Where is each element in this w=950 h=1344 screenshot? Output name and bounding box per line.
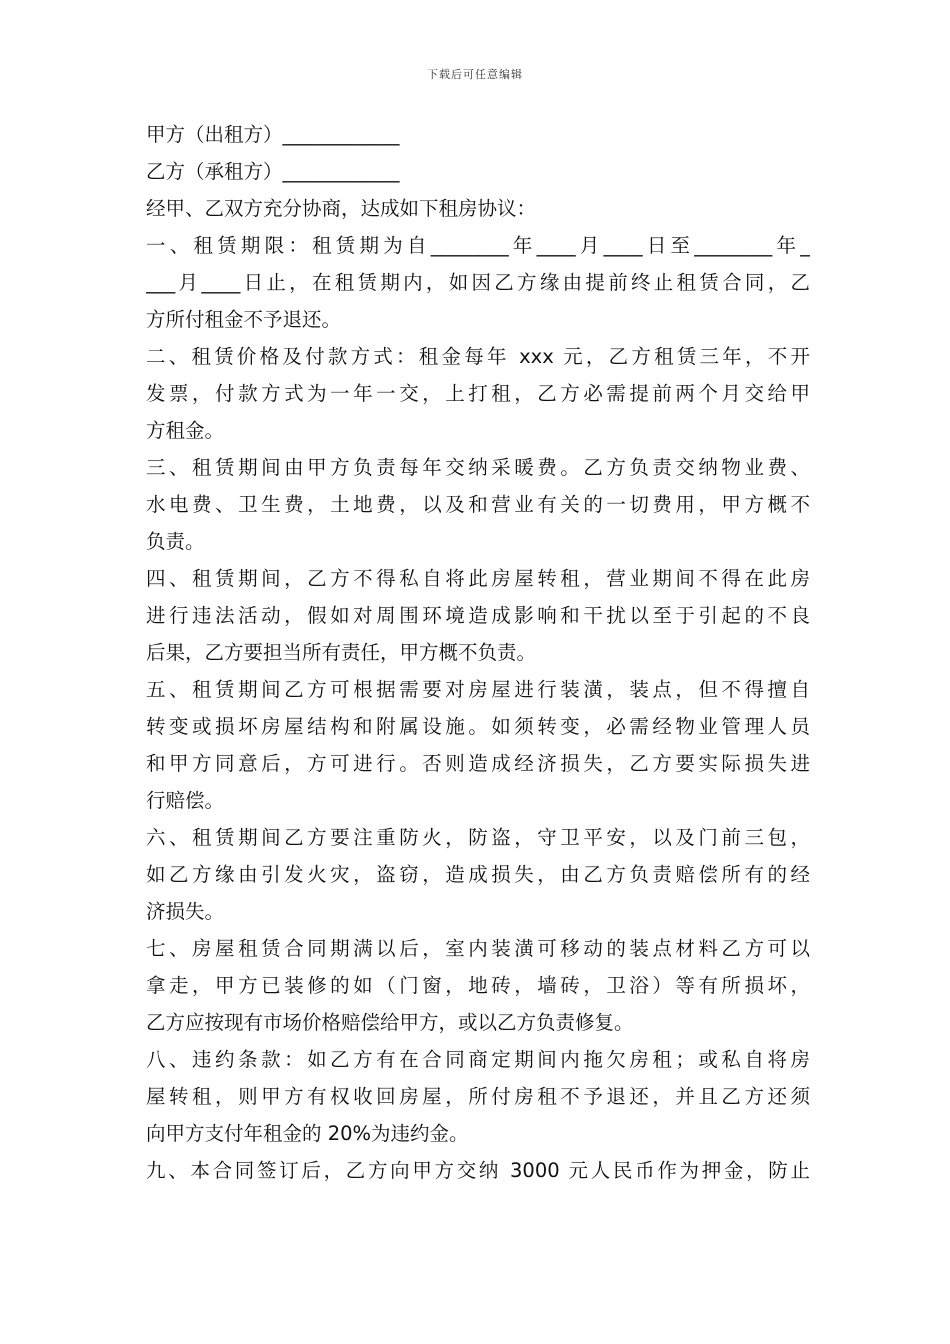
clause-5-line-1: 五、租赁期间乙方可根据需要对房屋进行装潢，装点，但不得擅自 — [146, 678, 810, 701]
clause-9-line-1: 九、本合同签订后，乙方向甲方交纳 3000 元人民币作为押金，防止 — [146, 1159, 810, 1182]
clause-7-line-3: 乙方应按现有市场价格赔偿给甲方，或以乙方负责修复。 — [146, 1011, 634, 1034]
clause-7-line-1: 七、房屋租赁合同期满以后，室内装潢可移动的装点材料乙方可以 — [146, 937, 810, 960]
clause-2-line-3: 方租金。 — [146, 419, 225, 442]
clause-6-line-3: 济损失。 — [146, 900, 225, 923]
clause-5-line-3: 和甲方同意后，方可进行。否则造成经济损失，乙方要实际损失进 — [146, 752, 810, 775]
clause-8-line-1: 八、违约条款：如乙方有在合同商定期间内拖欠房租；或私自将房 — [146, 1048, 810, 1071]
clause-4-line-1: 四、租赁期间，乙方不得私自将此房屋转租，营业期间不得在此房 — [146, 567, 810, 590]
clause-1-line-2: ___月____日止，在租赁期内，如因乙方缘由提前终止租赁合同，乙 — [146, 271, 810, 294]
clause-2-line-1: 二、租赁价格及付款方式：租金每年 xxx 元，乙方租赁三年，不开 — [146, 345, 810, 368]
clause-3-line-3: 负责。 — [146, 530, 205, 553]
clause-1-line-3: 方所付租金不予退还。 — [146, 308, 342, 331]
clause-3-line-1: 三、租赁期间由甲方负责每年交纳采暖费。乙方负责交纳物业费、 — [146, 456, 810, 479]
clause-6-line-1: 六、租赁期间乙方要注重防火，防盗，守卫平安，以及门前三包， — [146, 826, 810, 849]
page-header: 下载后可任意编辑 — [427, 68, 523, 81]
agreement-intro: 经甲、乙双方充分协商，达成如下租房协议： — [146, 197, 537, 220]
clause-5-line-4: 行赔偿。 — [146, 789, 225, 812]
party-a-line: 甲方（出租方）____________ — [146, 123, 400, 146]
clause-7-line-2: 拿走，甲方已装修的如（门窗，地砖，墙砖，卫浴）等有所损坏， — [146, 974, 810, 997]
clause-8-line-2: 屋转租，则甲方有权收回房屋，所付房租不予退还，并且乙方还须 — [146, 1085, 810, 1108]
clause-2-line-2: 发票，付款方式为一年一交，上打租，乙方必需提前两个月交给甲 — [146, 382, 810, 405]
clause-4-line-3: 后果，乙方要担当所有责任，甲方概不负责。 — [146, 641, 537, 664]
clause-8-line-3: 向甲方支付年租金的 20%为违约金。 — [146, 1122, 469, 1145]
clause-1-line-1: 一、租赁期限：租赁期为自________年____月____日至________年_ — [146, 234, 810, 257]
party-b-line: 乙方（承租方）____________ — [146, 160, 400, 183]
clause-4-line-2: 进行违法活动，假如对周围环境造成影响和干扰以至于引起的不良 — [146, 604, 810, 627]
clause-3-line-2: 水电费、卫生费，土地费，以及和营业有关的一切费用，甲方概不 — [146, 493, 810, 516]
clause-5-line-2: 转变或损坏房屋结构和附属设施。如须转变，必需经物业管理人员 — [146, 715, 810, 738]
clause-6-line-2: 如乙方缘由引发火灾，盗窃，造成损失，由乙方负责赔偿所有的经 — [146, 863, 810, 886]
contract-body — [146, 116, 810, 1189]
